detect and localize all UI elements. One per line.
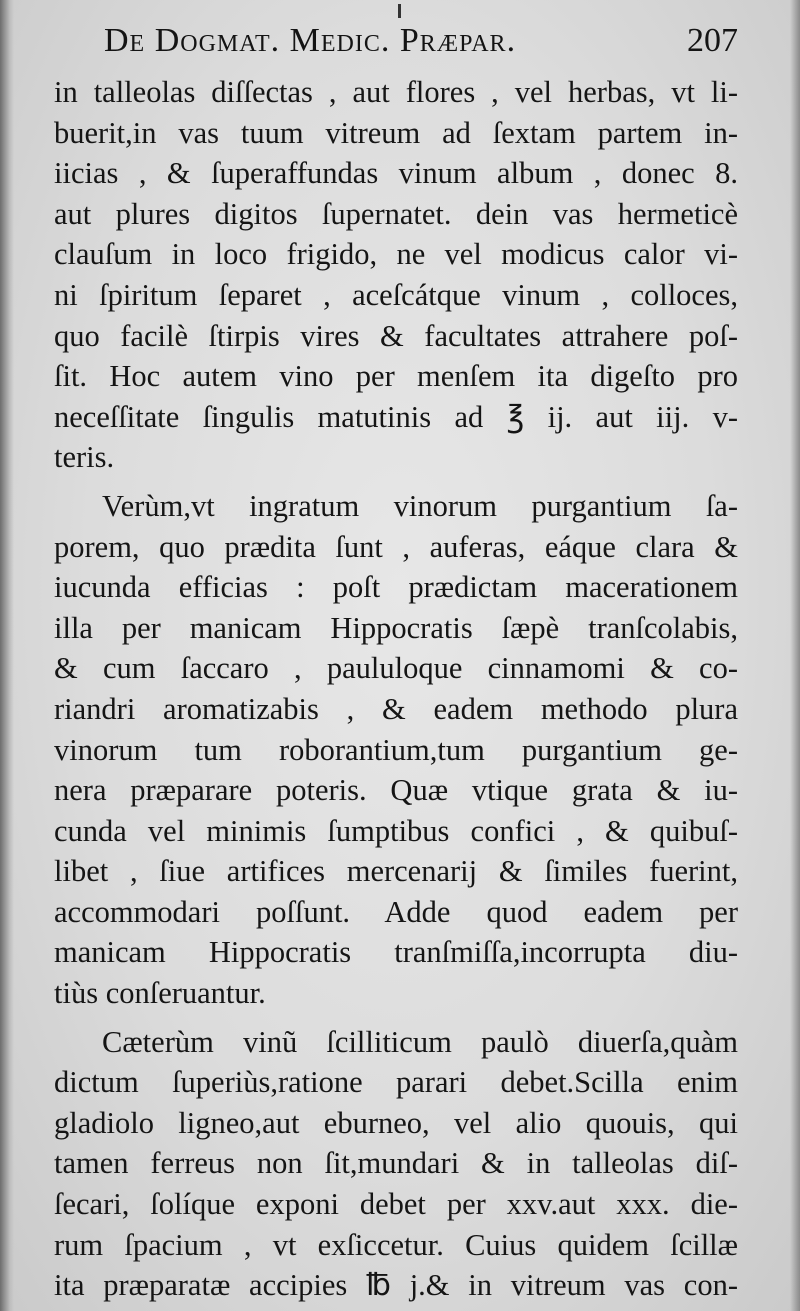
text-line: aut plures digitos ſupernatet. dein vas hermeticè: [54, 196, 738, 231]
text-line: iicias , & ſuperaffundas vinum album , donec 8.: [54, 156, 738, 191]
text-line: riandri aromatizabis , & eadem methodo plura: [54, 691, 738, 726]
text-line: iucunda efficias : poſt prædictam macerationem: [54, 570, 738, 605]
text-line: libet , ſiue artifices mercenarij & ſimiles fuerint,: [54, 854, 738, 889]
page-edge-shadow: [790, 0, 800, 1311]
text-line: ita præparatæ accipies ℔ j.& in vitreum vas con-: [54, 1268, 738, 1303]
paragraph-gap: [54, 478, 738, 486]
text-line: in talleolas diſſectas , aut flores , vel herbas, vt li-: [54, 75, 738, 109]
text-line: accommodari poſſunt. Adde quod eadem per: [54, 894, 738, 929]
text-line: neceſſitate ſingulis matutinis ad ℥ ij. aut iij. v-: [54, 399, 738, 434]
running-head: De Dogmat. Medic. Præpar.: [104, 22, 517, 59]
text-line: nera præparare poteris. Quæ vtique grata & iu-: [54, 773, 738, 808]
text-line: tiùs conſeruantur.: [54, 976, 266, 1011]
text-line: gladiolo ligneo,aut eburneo, vel alio quouis, qui: [54, 1105, 738, 1140]
text-line: quo facilè ſtirpis vires & facultates attrahere poſ-: [54, 318, 738, 353]
text-line: illa per manicam Hippocratis ſæpè tranſcolabis,: [54, 610, 738, 645]
ink-speck: [398, 4, 401, 18]
page-number: 207: [687, 22, 738, 59]
text-line: Verùm,vt ingratum vinorum purgantium ſa-: [102, 488, 738, 523]
text-line: Cæterùm vinũ ſcilliticum paulò diuerſa,quàm: [102, 1024, 738, 1059]
text-line: ſecari, ſolíque exponi debet per xxv.aut xxx. die-: [54, 1187, 738, 1222]
text-line: tamen ferreus non ſit,mundari & in talleolas diſ-: [54, 1146, 738, 1181]
text-line: cunda vel minimis ſumptibus confici , & quibuſ-: [54, 813, 738, 848]
paragraph-2: [54, 486, 738, 527]
text-line: dictum ſuperiùs,ratione parari debet.Scilla enim: [54, 1065, 738, 1100]
paragraph-3-body: [54, 1062, 738, 1306]
text-line: clauſum in loco frigido, ne vel modicus calor vi-: [54, 237, 738, 272]
paragraph-2-body: [54, 527, 738, 1014]
text-line: manicam Hippocratis tranſmiſſa,incorrupta diu-: [54, 935, 738, 970]
paragraph-gap: [54, 1014, 738, 1022]
page-header: [104, 22, 738, 72]
text-line: ni ſpiritum ſeparet , aceſcátque vinum , colloces,: [54, 277, 738, 312]
text-line: ſit. Hoc autem vino per menſem ita digeſto pro: [54, 359, 738, 394]
text-line: vinorum tum roborantium,tum purgantium ge-: [54, 732, 738, 767]
text-line: porem, quo prædita ſunt , auferas, eáque clara &: [54, 529, 738, 564]
paragraph-1: [54, 72, 738, 478]
text-line: rum ſpacium , vt exſiccetur. Cuius quidem ſcillæ: [54, 1227, 738, 1262]
text-line: teris.: [54, 440, 115, 475]
paragraph-3: [54, 1022, 738, 1063]
text-line: & cum ſaccaro , paululoque cinnamomi & co-: [54, 651, 738, 686]
body-text: [54, 72, 738, 1306]
page-gutter-shadow: [0, 0, 14, 1311]
text-line: buerit,in vas tuum vitreum ad ſextam partem in-: [54, 115, 738, 150]
